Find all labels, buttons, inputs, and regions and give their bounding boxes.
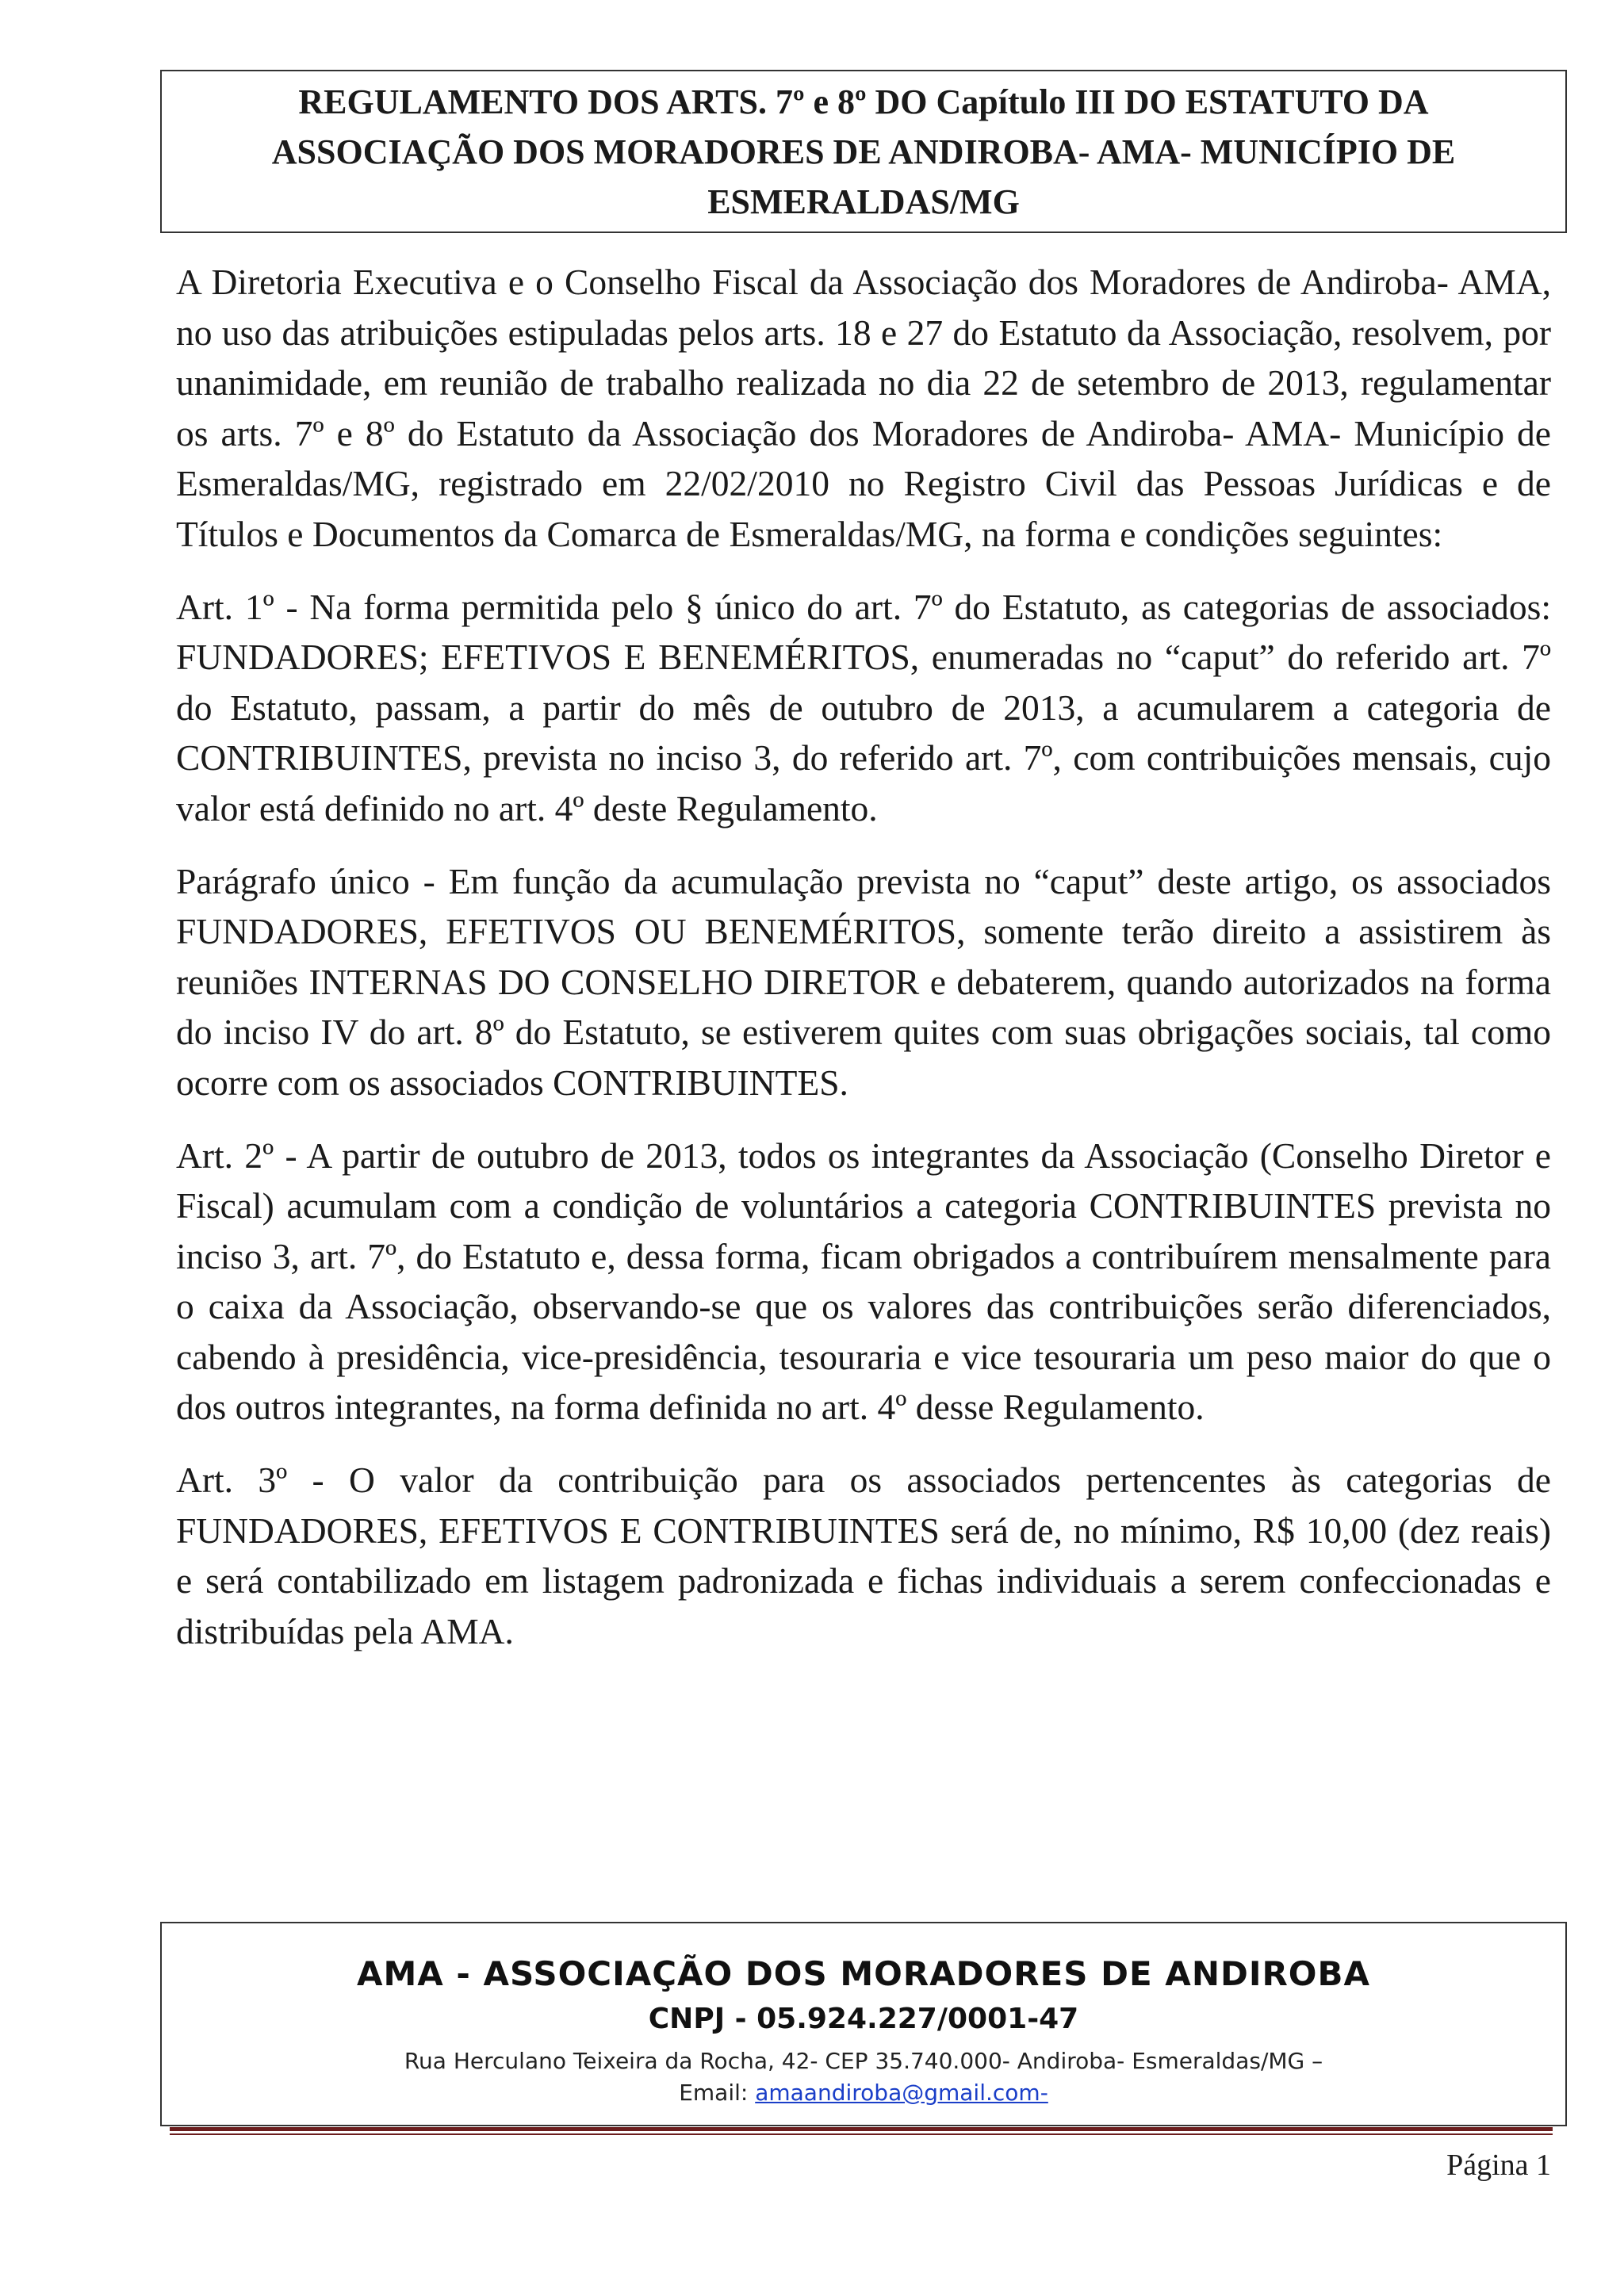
footer-organization: AMA - ASSOCIAÇÃO DOS MORADORES DE ANDIROBA <box>356 1954 1371 1993</box>
article-2-paragraph: Art. 2º - A partir de outubro de 2013, todos os integrantes da Associação (Conselho Diretor e Fiscal) acumulam com a condição de voluntários a categoria CONTRIBUINTES prevista no inciso 3, art. 7º, do Estatuto e, dessa forma, ficam obrigados a contribuírem mensalmente para o caixa da Associação, observando-se que os valores das contribuições serão diferenciados, cabendo à presidência, vice-presidência, tesouraria e vice tesouraria um peso maior do que o dos outros integrantes, na forma definida no art. 4º desse Regulamento. <box>176 1135 1551 1428</box>
email-label: Email: <box>679 2080 756 2106</box>
title-line-3: ESMERALDAS/MG <box>707 182 1020 221</box>
cnpj-label: CNPJ <box>648 2003 726 2035</box>
intro-paragraph: A Diretoria Executiva e o Conselho Fiscal da Associação dos Moradores de Andiroba- AMA, no uso das atribuições estipuladas pelos arts. 18 e 27 do Estatuto da Associação, resolvem, por unanimidade, em reunião de trabalho realizada no dia 22 de setembro de 2013, regulamentar os arts. 7º e 8º do Estatuto da Associação dos Moradores de Andiroba- AMA- Município de Esmeraldas/MG, registrado em 22/02/2010 no Registro Civil das Pessoas Jurídicas e de Títulos e Documentos da Comarca de Esmeraldas/MG, na forma e condições seguintes: <box>176 262 1551 554</box>
document-body <box>176 257 1551 1678</box>
article-3-paragraph: Art. 3º - O valor da contribuição para os associados pertencentes às categorias de FUNDADORES, EFETIVOS E CONTRIBUINTES será de, no mínimo, R$ 10,00 (dez reais) e será contabilizado em listagem padronizada e fichas individuais a serem confeccionadas e distribuídas pela AMA. <box>176 1460 1551 1651</box>
page-number: Página 1 <box>1446 2149 1551 2182</box>
cnpj-value: - 05.924.227/0001-47 <box>725 2003 1079 2035</box>
footer-cnpj <box>162 2001 1565 2038</box>
footer-divider-thin <box>170 2133 1553 2135</box>
title-line-2: ASSOCIAÇÃO DOS MORADORES DE ANDIROBA- AMA- MUNICÍPIO DE <box>271 132 1456 171</box>
article-1-sole-paragraph: Parágrafo único - Em função da acumulação prevista no “caput” deste artigo, os associados FUNDADORES, EFETIVOS OU BENEMÉRITOS, somente terão direito a assistirem às reuniões INTERNAS DO CONSELHO DIRETOR e debaterem, quando autorizados na forma do inciso IV do art. 8º do Estatuto, se estiverem quites com suas obrigações sociais, tal como ocorre com os associados CONTRIBUINTES. <box>176 860 1551 1103</box>
title-box <box>160 70 1567 233</box>
document-title <box>253 77 1474 227</box>
footer-box <box>160 1922 1567 2126</box>
title-line-1: REGULAMENTO DOS ARTS. 7º e 8º DO Capítulo III DO ESTATUTO DA <box>298 82 1429 121</box>
footer-address: Rua Herculano Teixeira da Rocha, 42- CEP 35.740.000- Andiroba- Esmeraldas/MG – <box>404 2048 1323 2074</box>
article-1-paragraph: Art. 1º - Na forma permitida pelo § único do art. 7º do Estatuto, as categorias de associados: FUNDADORES; EFETIVOS E BENEMÉRITOS, enumeradas no “caput” do referido art. 7º do Estatuto, passam, a partir do mês de outubro de 2013, a acumularem a categoria de CONTRIBUINTES, prevista no inciso 3, do referido art. 7º, com contribuições mensais, cujo valor está definido no art. 4º deste Regulamento. <box>176 586 1551 828</box>
footer-email-line <box>162 2077 1565 2109</box>
footer-divider-thick <box>170 2127 1553 2131</box>
email-link[interactable]: amaandiroba@gmail.com- <box>755 2080 1048 2106</box>
